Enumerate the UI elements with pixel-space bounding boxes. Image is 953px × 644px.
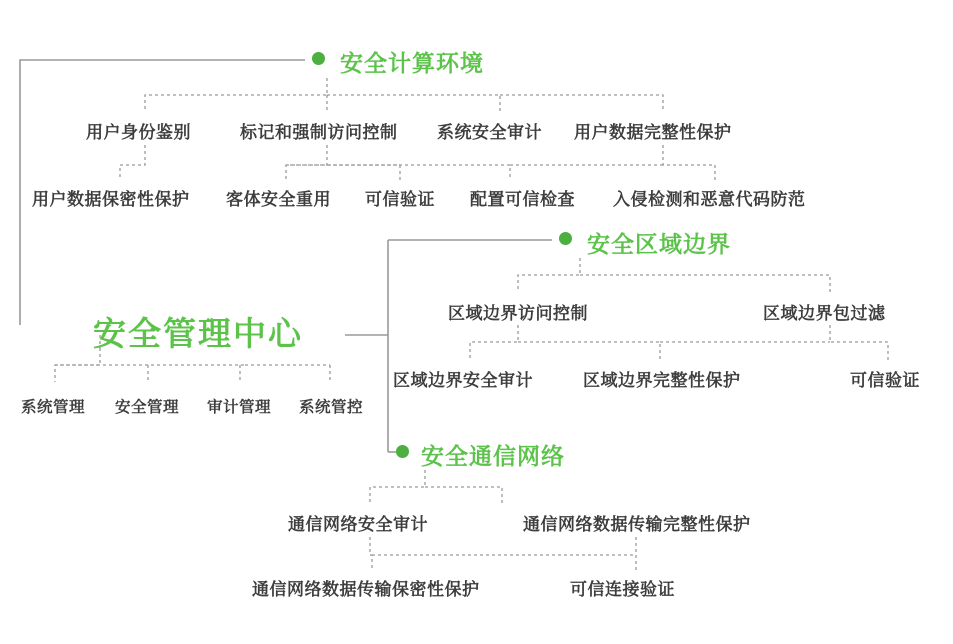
leaf-node: 系统安全审计 bbox=[437, 123, 542, 142]
leaf-node: 审计管理 bbox=[207, 399, 272, 416]
leaf-node: 配置可信检查 bbox=[470, 190, 575, 209]
leaf-node: 用户数据完整性保护 bbox=[574, 123, 732, 142]
bullet-icon-branch-2 bbox=[559, 232, 572, 245]
leaf-node: 可信连接验证 bbox=[570, 580, 675, 599]
bullet-icon-branch-3 bbox=[396, 445, 409, 458]
leaf-node: 系统管控 bbox=[299, 399, 364, 416]
leaf-node: 系统管理 bbox=[21, 399, 86, 416]
bullet-icon-branch-1 bbox=[312, 52, 325, 65]
leaf-node: 通信网络数据传输保密性保护 bbox=[252, 580, 480, 599]
leaf-node: 区域边界完整性保护 bbox=[583, 371, 741, 390]
center-node-label: 安全管理中心 bbox=[93, 315, 303, 352]
leaf-node: 通信网络安全审计 bbox=[288, 515, 428, 534]
leaf-node: 区域边界访问控制 bbox=[448, 304, 588, 323]
leaf-node: 安全管理 bbox=[115, 399, 180, 416]
leaf-node: 区域边界安全审计 bbox=[393, 371, 533, 390]
leaf-node: 可信验证 bbox=[850, 371, 920, 390]
leaf-node: 入侵检测和恶意代码防范 bbox=[613, 190, 806, 209]
leaf-node: 标记和强制访问控制 bbox=[240, 123, 398, 142]
branch-title-2: 安全区域边界 bbox=[587, 231, 731, 257]
leaf-node: 用户身份鉴别 bbox=[86, 123, 191, 142]
branch-title-3: 安全通信网络 bbox=[421, 443, 565, 469]
leaf-node: 区域边界包过滤 bbox=[763, 304, 886, 323]
leaf-node: 可信验证 bbox=[365, 190, 435, 209]
leaf-node: 用户数据保密性保护 bbox=[32, 190, 190, 209]
leaf-node: 客体安全重用 bbox=[226, 190, 331, 209]
branch-title-1: 安全计算环境 bbox=[340, 50, 484, 76]
leaf-node: 通信网络数据传输完整性保护 bbox=[523, 515, 751, 534]
